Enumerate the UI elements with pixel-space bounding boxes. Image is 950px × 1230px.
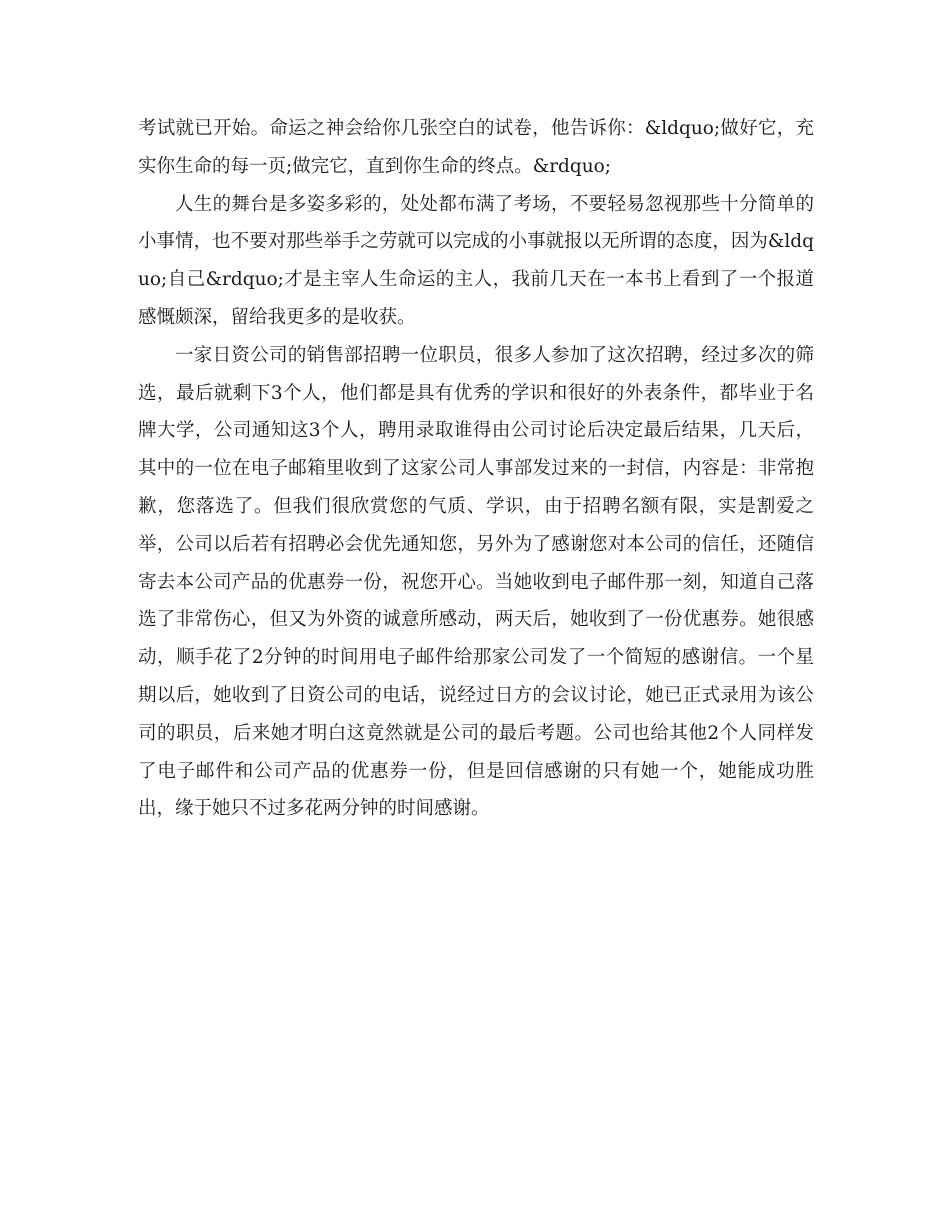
document-body xyxy=(138,110,814,828)
paragraph-life-stage: 人生的舞台是多姿多彩的，处处都布满了考场，不要轻易忽视那些十分简单的小事情，也不要对那些举手之劳就可以完成的小事就报以无所谓的态度，因为&ldquo;自己&rdquo;才是主宰人生命运的主人，我前几天在一本书上看到了一个报道感慨颇深，留给我更多的是收获。 xyxy=(138,193,814,328)
paragraph-continuation: 考试就已开始。命运之神会给你几张空白的试卷，他告诉你：&ldquo;做好它，充实你生命的每一页;做完它，直到你生命的终点。&rdquo; xyxy=(138,118,814,177)
paragraph-job-story: 一家日资公司的销售部招聘一位职员，很多人参加了这次招聘，经过多次的筛选，最后就剩下3个人，他们都是具有优秀的学识和很好的外表条件，都毕业于名牌大学，公司通知这3个人，聘用录取谁得由公司讨论后决定最后结果，几天后，其中的一位在电子邮箱里收到了这家公司人事部发过来的一封信，内容是：非常抱歉，您落选了。但我们很欣赏您的气质、学识，由于招聘名额有限，实是割爱之举，公司以后若有招聘必会优先通知您，另外为了感谢您对本公司的信任，还随信寄去本公司产品的优惠券一份，祝您开心。当她收到电子邮件那一刻，知道自己落选了非常伤心，但又为外资的诚意所感动，两天后，她收到了一份优惠券。她很感动，顺手花了2分钟的时间用电子邮件给那家公司发了一个简短的感谢信。一个星期以后，她收到了日资公司的电话，说经过日方的会议讨论，她已正式录用为该公司的职员，后来她才明白这竟然就是公司的最后考题。公司也给其他2个人同样发了电子邮件和公司产品的优惠券一份，但是回信感谢的只有她一个，她能成功胜出，缘于她只不过多花两分钟的时间感谢。 xyxy=(138,344,814,820)
